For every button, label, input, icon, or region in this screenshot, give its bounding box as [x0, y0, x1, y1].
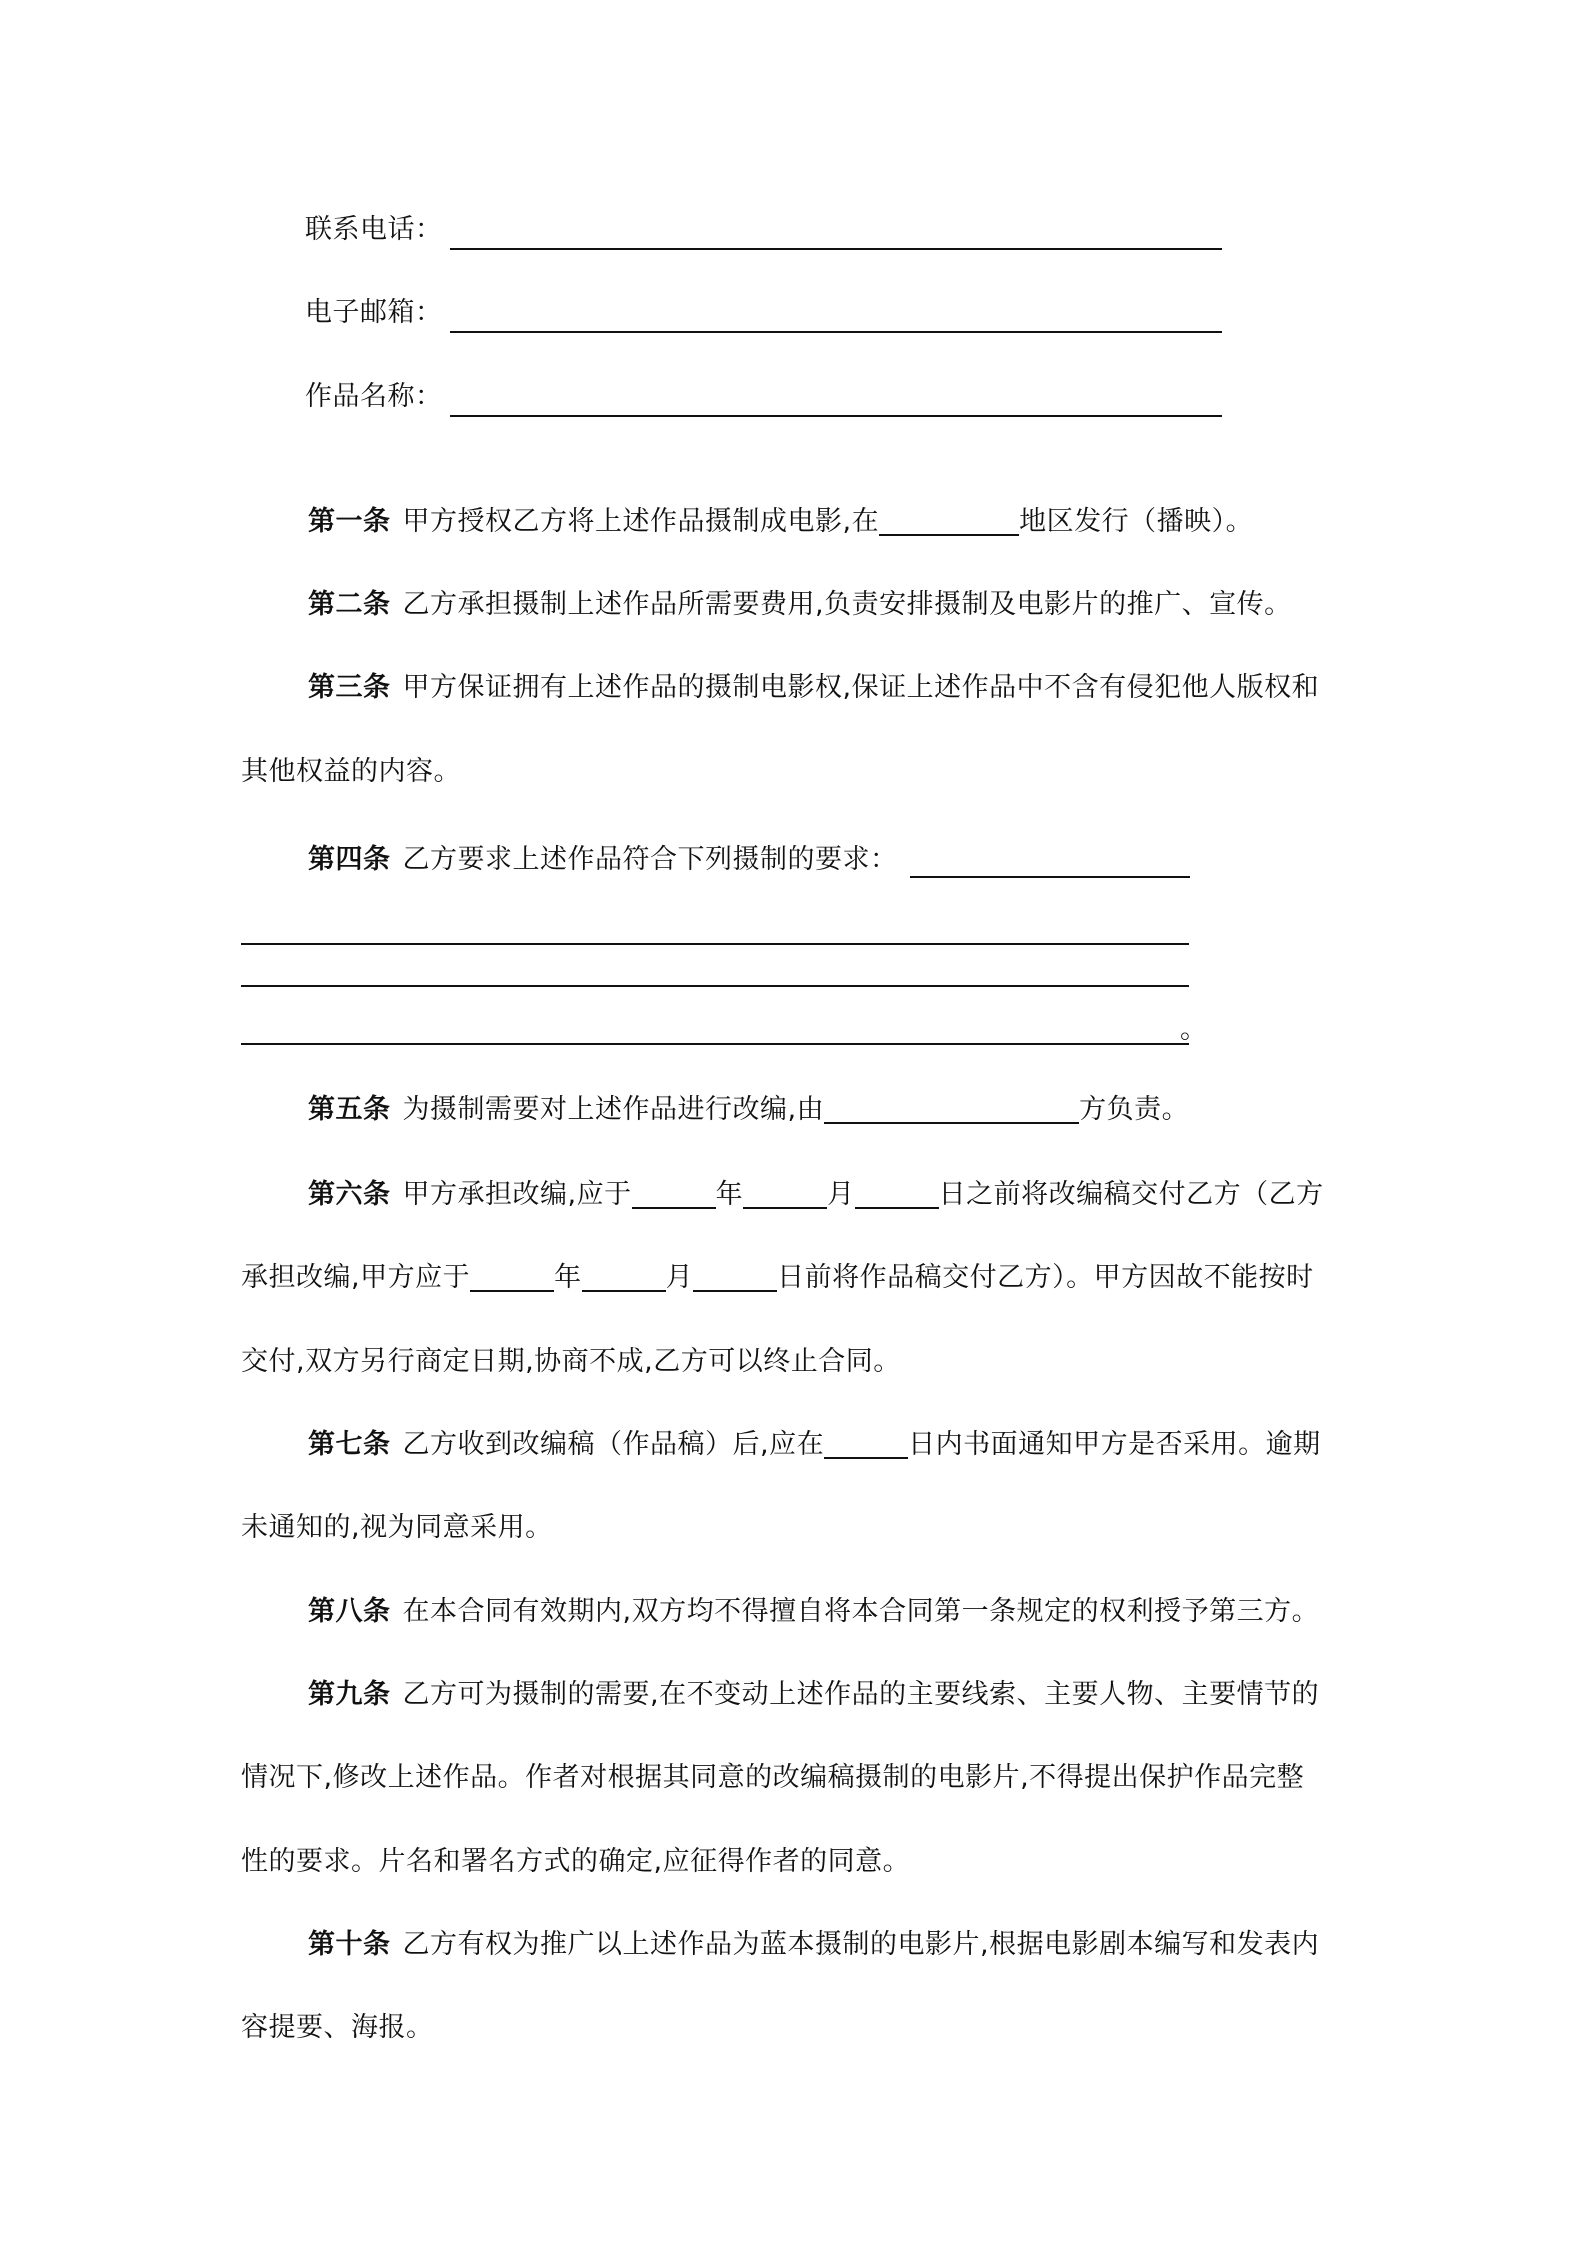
article-10-text-b: 容提要、海报。 — [241, 2012, 434, 2043]
notice-days-blank[interactable] — [824, 1427, 908, 1459]
article-10-cont — [241, 2008, 434, 2048]
email-field-line[interactable] — [450, 331, 1222, 333]
day-blank-1[interactable] — [855, 1177, 939, 1209]
work-title-field-row — [305, 377, 443, 417]
requirements-line-4[interactable] — [241, 1043, 1189, 1045]
article-6-cont-2 — [241, 1342, 901, 1382]
article-9-cont-2 — [241, 1842, 910, 1882]
article-7-text-a: 乙方收到改编稿（作品稿）后,应在 — [402, 1429, 825, 1460]
article-3-text-b: 其他权益的内容。 — [241, 756, 461, 787]
article-7-cont — [241, 1508, 553, 1548]
year-label-2: 年 — [554, 1262, 582, 1293]
phone-label: 联系电话： — [305, 214, 443, 245]
article-5-text-a: 为摄制需要对上述作品进行改编,由 — [402, 1094, 825, 1125]
year-label-1: 年 — [715, 1179, 744, 1210]
requirements-line-3[interactable] — [241, 985, 1189, 987]
article-6-text-b: 日之前将改编稿交付乙方（乙方 — [938, 1179, 1324, 1210]
article-6-text-a: 甲方承担改编,应于 — [402, 1179, 632, 1210]
year-blank-2[interactable] — [470, 1260, 554, 1292]
article-8 — [308, 1592, 1319, 1632]
article-4-end — [1180, 1010, 1208, 1050]
article-3-text-a: 甲方保证拥有上述作品的摄制电影权,保证上述作品中不含有侵犯他人版权和 — [402, 672, 1320, 703]
article-9-cont-1 — [241, 1758, 1304, 1798]
work-title-label: 作品名称： — [305, 381, 443, 412]
article-6-text-c: 承担改编,甲方应于 — [241, 1262, 471, 1293]
article-3 — [308, 668, 1319, 708]
article-3-cont — [241, 752, 461, 792]
article-8-text: 在本合同有效期内,双方均不得擅自将本合同第一条规定的权利授予第三方。 — [402, 1596, 1320, 1627]
email-label: 电子邮箱： — [305, 297, 443, 328]
article-4 — [308, 840, 898, 880]
article-5-number: 第五条 — [308, 1094, 391, 1125]
article-1-text-a: 甲方授权乙方将上述作品摄制成电影,在 — [402, 506, 880, 537]
article-7-number: 第七条 — [308, 1429, 391, 1460]
article-4-text: 乙方要求上述作品符合下列摄制的要求： — [402, 844, 898, 875]
article-1-text-b: 地区发行（播映）。 — [1019, 506, 1254, 537]
article-9-text-c: 性的要求。片名和署名方式的确定,应征得作者的同意。 — [241, 1846, 911, 1877]
article-2-text: 乙方承担摄制上述作品所需要费用,负责安排摄制及电影片的推广、宣传。 — [402, 589, 1292, 620]
article-6-cont-1 — [241, 1258, 1314, 1298]
adaptation-party-blank[interactable] — [824, 1092, 1079, 1124]
requirements-line-2[interactable] — [241, 943, 1189, 945]
month-label-1: 月 — [827, 1179, 855, 1210]
article-6-text-e: 交付,双方另行商定日期,协商不成,乙方可以终止合同。 — [241, 1346, 901, 1377]
year-blank-1[interactable] — [632, 1177, 716, 1209]
article-5 — [308, 1090, 1189, 1130]
article-2-number: 第二条 — [308, 589, 391, 620]
article-9-text-b: 情况下,修改上述作品。作者对根据其同意的改编稿摄制的电影片,不得提出保护作品完整 — [241, 1762, 1305, 1793]
article-6-text-d: 日前将作品稿交付乙方）。甲方因故不能按时 — [777, 1262, 1314, 1293]
article-1 — [308, 502, 1253, 542]
article-7 — [308, 1425, 1321, 1465]
email-field-row — [305, 293, 443, 333]
region-blank[interactable] — [879, 504, 1019, 536]
day-blank-2[interactable] — [693, 1260, 777, 1292]
month-label-2: 月 — [665, 1262, 694, 1293]
work-title-field-line[interactable] — [450, 415, 1222, 417]
article-5-text-b: 方负责。 — [1079, 1094, 1190, 1125]
phone-field-row — [305, 210, 443, 250]
article-6-number: 第六条 — [308, 1179, 391, 1210]
article-1-number: 第一条 — [308, 506, 391, 537]
phone-field-line[interactable] — [450, 248, 1222, 250]
article-7-text-b: 日内书面通知甲方是否采用。逾期 — [908, 1429, 1321, 1460]
article-10-text-a: 乙方有权为推广以上述作品为蓝本摄制的电影片,根据电影剧本编写和发表内 — [402, 1929, 1320, 1960]
article-3-number: 第三条 — [308, 672, 391, 703]
article-4-number: 第四条 — [308, 844, 391, 875]
article-8-number: 第八条 — [308, 1596, 391, 1627]
article-9-number: 第九条 — [308, 1679, 391, 1710]
month-blank-1[interactable] — [743, 1177, 827, 1209]
article-7-text-c: 未通知的,视为同意采用。 — [241, 1512, 553, 1543]
article-4-period: 。 — [1180, 1014, 1208, 1045]
month-blank-2[interactable] — [582, 1260, 666, 1292]
requirements-line-1[interactable] — [910, 876, 1190, 878]
article-6 — [308, 1175, 1324, 1215]
article-2 — [308, 585, 1292, 625]
article-9-text-a: 乙方可为摄制的需要,在不变动上述作品的主要线索、主要人物、主要情节的 — [402, 1679, 1320, 1710]
article-9 — [308, 1675, 1319, 1715]
article-10-number: 第十条 — [308, 1929, 391, 1960]
article-10 — [308, 1925, 1319, 1965]
